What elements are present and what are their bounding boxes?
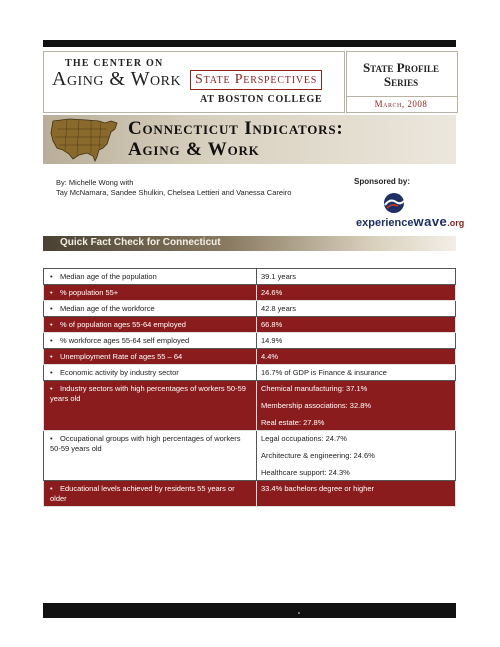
fact-value: 24.6% <box>261 288 283 297</box>
quick-facts-table <box>43 268 456 507</box>
table-row <box>44 365 456 381</box>
fact-value: Real estate: 27.8% <box>261 418 325 427</box>
sponsor-name <box>356 214 464 229</box>
fact-value-cell <box>257 431 456 481</box>
bullet-icon: • <box>50 336 53 345</box>
fact-value: 14.9% <box>261 336 283 345</box>
fact-label-cell <box>44 301 257 317</box>
quick-facts-body <box>44 269 456 507</box>
series-title <box>346 61 456 89</box>
table-row <box>44 301 456 317</box>
table-row <box>44 333 456 349</box>
authors-line1: By: Michelle Wong with <box>56 178 134 187</box>
page-title <box>128 118 344 160</box>
table-row <box>44 481 456 507</box>
authors-line2: Tay McNamara, Sandee Shulkin, Chelsea Lettieri and Vanessa Careiro <box>56 188 292 197</box>
fact-value-cell <box>257 481 456 507</box>
fact-label-cell <box>44 269 257 285</box>
section-title: Quick Fact Check for Connecticut <box>60 237 221 248</box>
fact-value-cell <box>257 349 456 365</box>
fact-value-cell <box>257 285 456 301</box>
fact-value-cell <box>257 301 456 317</box>
fact-label: Occupational groups with high percentages of workers 50-59 years old <box>50 434 241 453</box>
fact-value: 16.7% of GDP is Finance & insurance <box>261 368 387 377</box>
fact-label: Economic activity by industry sector <box>60 368 179 377</box>
fact-value: 42.8 years <box>261 304 297 313</box>
series-divider <box>346 96 457 97</box>
fact-label-cell <box>44 481 257 507</box>
table-row <box>44 381 456 431</box>
fact-value-cell <box>257 317 456 333</box>
fact-value-cell <box>257 269 456 285</box>
us-map-icon <box>47 115 121 165</box>
fact-label-cell <box>44 365 257 381</box>
fact-label: % of population ages 55-64 employed <box>60 320 186 329</box>
publication-date: March, 2008 <box>374 99 428 109</box>
series-title-line1: State Profile <box>362 60 440 75</box>
fact-label-cell <box>44 431 257 481</box>
fact-value: Chemical manufacturing: 37.1% <box>261 384 368 393</box>
fact-label-cell <box>44 317 257 333</box>
bullet-icon: • <box>50 272 53 281</box>
table-row <box>44 431 456 481</box>
page-title-line2: Aging & Work <box>128 139 260 160</box>
table-row <box>44 285 456 301</box>
bullet-icon: • <box>50 384 53 393</box>
page-title-line1: Connecticut Indicators: <box>128 118 344 139</box>
fact-label-cell <box>44 333 257 349</box>
sponsor-name-org: .org <box>447 218 465 228</box>
fact-value: 66.8% <box>261 320 283 329</box>
top-rule <box>43 40 456 47</box>
sponsor-name-wave: wave <box>413 214 448 229</box>
logo-aging-work: Aging & Work <box>52 68 182 90</box>
fact-value: 4.4% <box>261 352 279 361</box>
bullet-icon: • <box>50 368 53 377</box>
bullet-icon: • <box>50 434 53 443</box>
fact-label: Median age of the workforce <box>60 304 155 313</box>
fact-value: Architecture & engineering: 24.6% <box>261 451 375 460</box>
fact-label: % workforce ages 55-64 self employed <box>60 336 190 345</box>
fact-value: Membership associations: 32.8% <box>261 401 372 410</box>
logo-boston-college: AT BOSTON COLLEGE <box>200 94 323 105</box>
fact-value: Legal occupations: 24.7% <box>261 434 347 443</box>
fact-value-cell <box>257 333 456 349</box>
sponsor-name-experience: experience <box>356 217 414 229</box>
authors <box>56 178 291 198</box>
logo-center-on: THE CENTER ON <box>65 58 164 69</box>
fact-label: Industry sectors with high percentages of workers 50-59 years old <box>50 384 246 403</box>
bullet-icon: • <box>50 352 53 361</box>
table-row <box>44 349 456 365</box>
fact-label: Median age of the population <box>60 272 157 281</box>
bullet-icon: • <box>50 288 53 297</box>
fact-value: 39.1 years <box>261 272 297 281</box>
logo-state-perspectives: State Perspectives <box>190 70 322 90</box>
bullet-icon: • <box>50 484 53 493</box>
fact-label: % population 55+ <box>60 288 119 297</box>
sponsor-label: Sponsored by: <box>354 177 411 186</box>
fact-label-cell <box>44 285 257 301</box>
fact-value-cell <box>257 381 456 431</box>
fact-label-cell <box>44 381 257 431</box>
fact-value: Healthcare support: 24.3% <box>261 468 350 477</box>
bullet-icon: • <box>50 320 53 329</box>
bullet-icon: • <box>50 304 53 313</box>
fact-label: Educational levels achieved by residents 55 years or older <box>50 484 235 503</box>
bottom-rule <box>43 603 456 618</box>
fact-value: 33.4% bachelors degree or higher <box>261 484 374 493</box>
fact-label: Unemployment Rate of ages 55 – 64 <box>60 352 183 361</box>
footer-dot <box>298 612 300 614</box>
experience-wave-logo-icon <box>354 192 434 214</box>
fact-value-cell <box>257 365 456 381</box>
fact-label-cell <box>44 349 257 365</box>
table-row <box>44 269 456 285</box>
table-row <box>44 317 456 333</box>
series-title-line2: Series <box>383 74 419 89</box>
